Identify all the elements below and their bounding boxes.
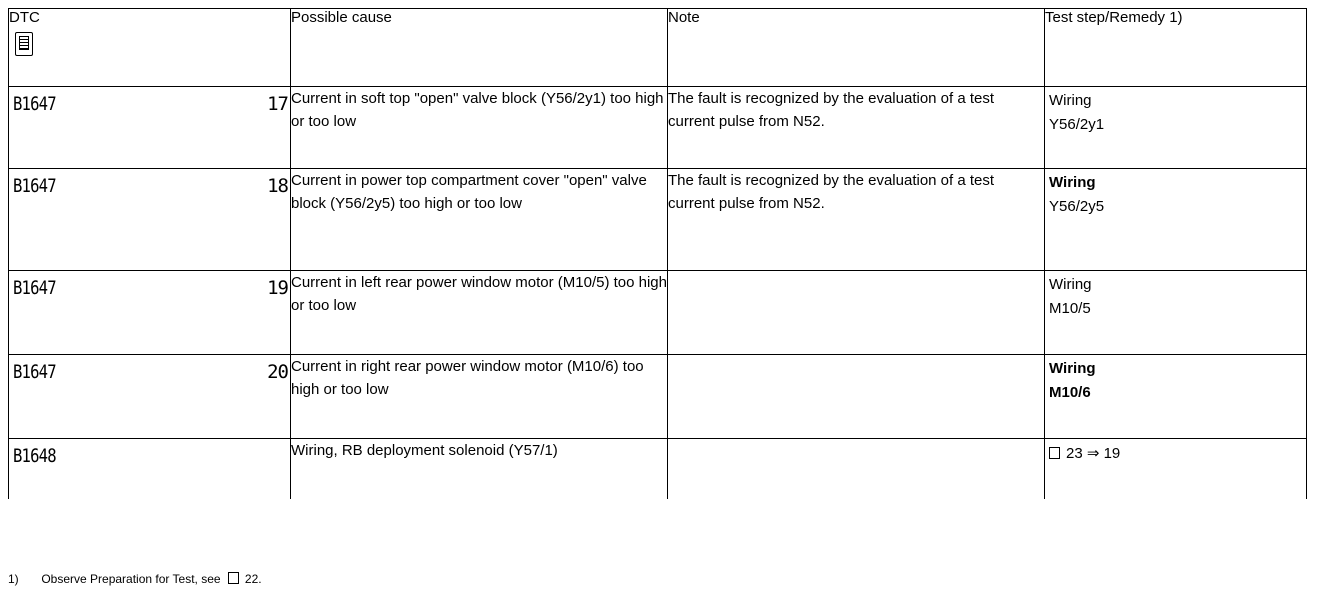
remedy-cell (1045, 439, 1307, 499)
header-cause: Possible cause (291, 9, 668, 87)
footnote (8, 572, 262, 586)
remedy-link[interactable]: Wiring (1049, 276, 1092, 293)
dtc-subcode: 20 (267, 361, 288, 383)
remedy-cell (1045, 87, 1307, 169)
header-note: Note (668, 9, 1045, 87)
remedy-reference: 23 ⇒ 19 (1066, 445, 1121, 462)
footnote-ref[interactable]: 22. (244, 572, 262, 586)
cause-cell: Wiring, RB deployment solenoid (Y57/1) (291, 439, 668, 499)
table-row (9, 271, 1307, 355)
dtc-subcode: 17 (267, 93, 288, 115)
dtc-cell (9, 439, 291, 499)
dtc-subcode: 19 (267, 277, 288, 299)
remedy-cell (1045, 169, 1307, 271)
reference-box-icon (1049, 447, 1060, 459)
dtc-cell (9, 271, 291, 355)
remedy-cell (1045, 271, 1307, 355)
cause-cell: Current in right rear power window motor (M10/6) too high or too low (291, 355, 668, 439)
note-cell: The fault is recognized by the evaluation of a test current pulse from N52. (668, 169, 1045, 271)
remedy-component: Y56/2y1 (1049, 116, 1105, 133)
footnote-text: Observe Preparation for Test, see (41, 572, 221, 586)
remedy-link[interactable] (1045, 439, 1306, 462)
note-cell (668, 439, 1045, 499)
header-remedy: Test step/Remedy 1) (1045, 9, 1307, 87)
remedy-component: Y56/2y5 (1049, 198, 1105, 215)
table-row (9, 355, 1307, 439)
cause-cell: Current in left rear power window motor (M10/5) too high or too low (291, 271, 668, 355)
dtc-code: B1647 (13, 93, 56, 115)
dtc-code: B1647 (13, 361, 56, 383)
dtc-code: B1648 (13, 445, 56, 467)
dtc-cell (9, 169, 291, 271)
reference-box-icon (228, 572, 239, 584)
dtc-code: B1647 (13, 277, 56, 299)
remedy-cell (1045, 355, 1307, 439)
dtc-table (8, 8, 1307, 499)
dtc-cell (9, 87, 291, 169)
header-dtc (9, 9, 291, 87)
dtc-code: B1647 (13, 175, 56, 197)
remedy-link[interactable]: Wiring (1049, 92, 1092, 109)
dtc-cell (9, 355, 291, 439)
lcd-display-icon (15, 32, 33, 56)
remedy-link[interactable]: Wiring (1049, 174, 1096, 191)
remedy-component: M10/6 (1049, 384, 1091, 401)
table-row (9, 169, 1307, 271)
table-row (9, 439, 1307, 499)
dtc-subcode: 18 (267, 175, 288, 197)
note-cell (668, 271, 1045, 355)
remedy-component: M10/5 (1049, 300, 1091, 317)
note-cell (668, 355, 1045, 439)
table-row (9, 87, 1307, 169)
cause-cell: Current in soft top "open" valve block (Y56/2y1) too high or too low (291, 87, 668, 169)
cause-cell: Current in power top compartment cover "open" valve block (Y56/2y5) too high or too low (291, 169, 668, 271)
header-dtc-label: DTC (9, 9, 40, 26)
remedy-link[interactable]: Wiring (1049, 360, 1096, 377)
footnote-mark: 1) (8, 572, 19, 586)
header-row (9, 9, 1307, 87)
note-cell: The fault is recognized by the evaluation of a test current pulse from N52. (668, 87, 1045, 169)
